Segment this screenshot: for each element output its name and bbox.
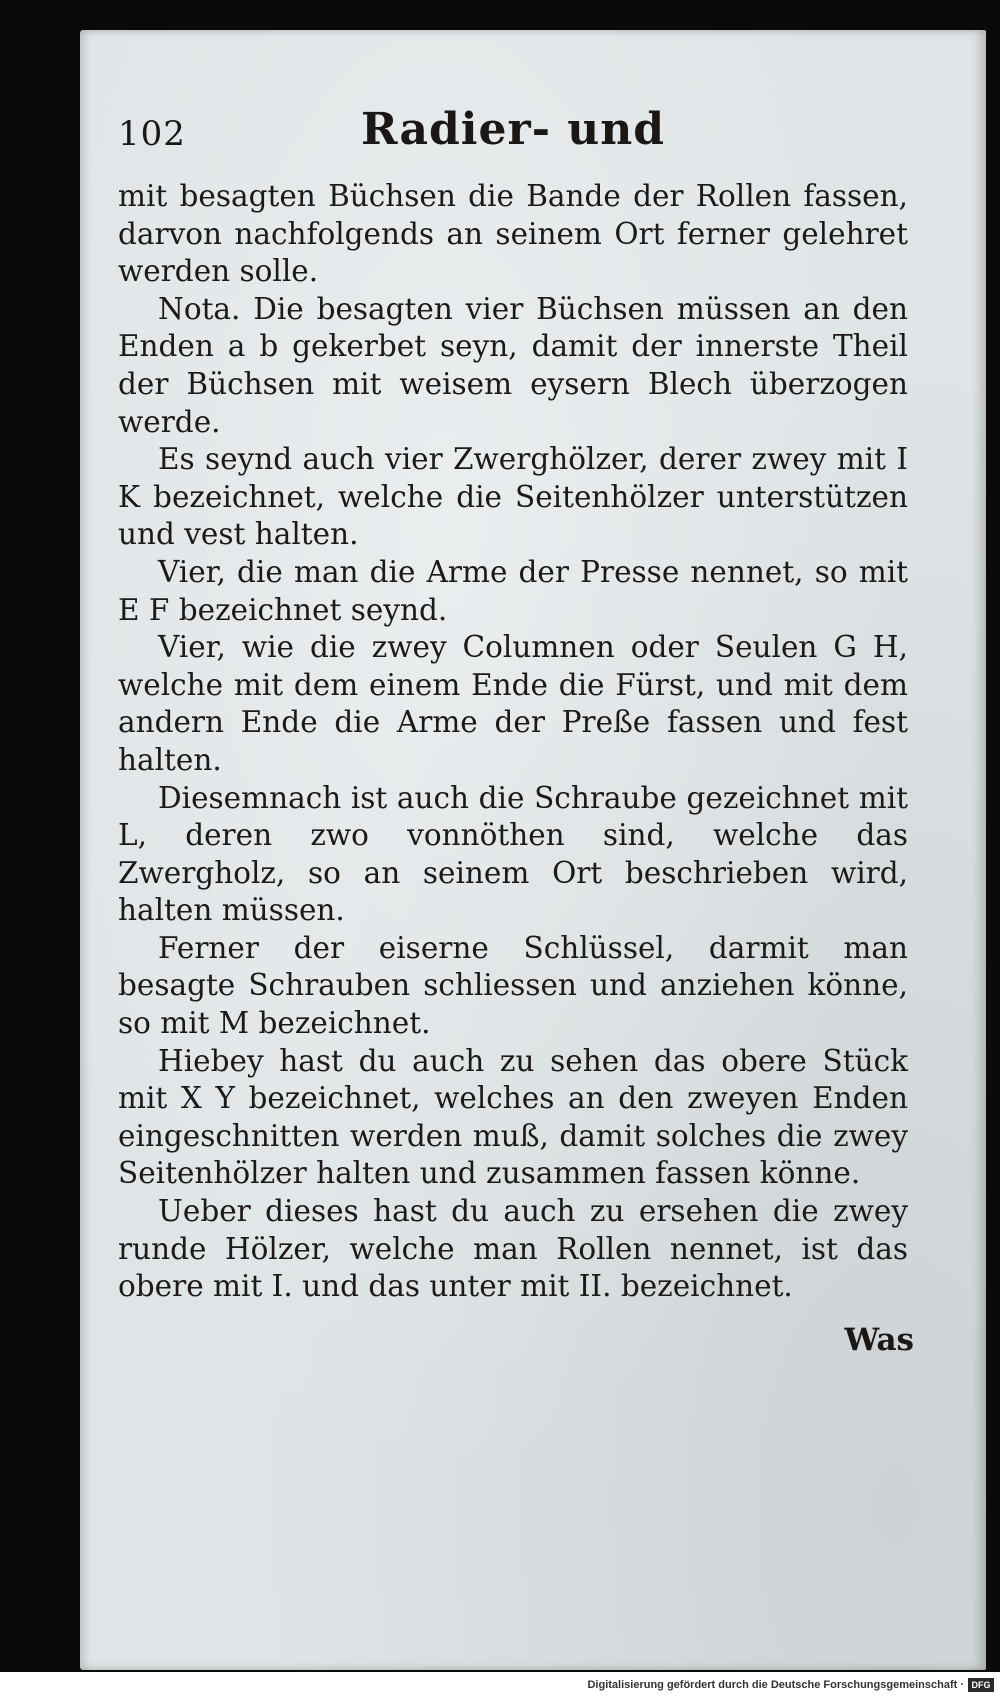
digitization-footer [0, 1672, 1000, 1696]
catchword: Was [844, 1322, 914, 1358]
running-title: Radier- und [360, 104, 666, 155]
paragraph-1: mit besagten Büchsen die Bande der Rollen fassen, darvon nachfolgends an seinem Ort ferner gelehret werden solle. [118, 179, 908, 289]
body-text [118, 178, 908, 1306]
paragraph-6: Diesemnach ist auch die Schraube gezeichnet mit L, deren zwo vonnöthen sind, welche das Zwergholz, so an seinem Ort beschrieben wird, halten müssen. [118, 780, 908, 928]
page-number: 102 [118, 114, 186, 154]
paragraph-2: Nota. Die besagten vier Büchsen müssen an den Enden a b gekerbet seyn, damit der innerste Theil der Büchsen mit weisem eysern Blech überzogen werde. [118, 291, 908, 439]
paragraph-5: Vier, wie die zwey Columnen oder Seulen G H, welche mit dem einem Ende die Fürst, und mit dem andern Ende die Arme der Preße fassen und fest halten. [118, 630, 908, 777]
paragraph-8: Hiebey hast du auch zu sehen das obere Stück mit X Y bezeichnet, welches an den zweyen Enden eingeschnitten werden muß, damit solches die zwey Seitenhölzer halten und zusammen fassen könne. [118, 1043, 908, 1191]
paragraph-3: Es seynd auch vier Zwerghölzer, derer zwey mit I K bezeichnet, welche die Seitenhölzer unterstützen und vest halten. [118, 442, 908, 552]
paragraph-7: Ferner der eiserne Schlüssel, darmit man besagte Schrauben schliessen und anziehen könne, so mit M bezeichnet. [118, 930, 908, 1041]
paragraph-4: Vier, die man die Arme der Presse nennet, so mit E F bezeichnet seynd. [118, 554, 908, 627]
dfg-logo: DFG [968, 1678, 994, 1692]
funding-credit: Digitalisierung gefördert durch die Deutsche Forschungsgemeinschaft · [587, 1679, 964, 1691]
paragraph-9: Ueber dieses hast du auch zu ersehen die zwey runde Hölzer, welche man Rollen nennet, ist das obere mit I. und das unter mit II. bezeichnet. [118, 1194, 908, 1304]
page-header [118, 100, 908, 164]
